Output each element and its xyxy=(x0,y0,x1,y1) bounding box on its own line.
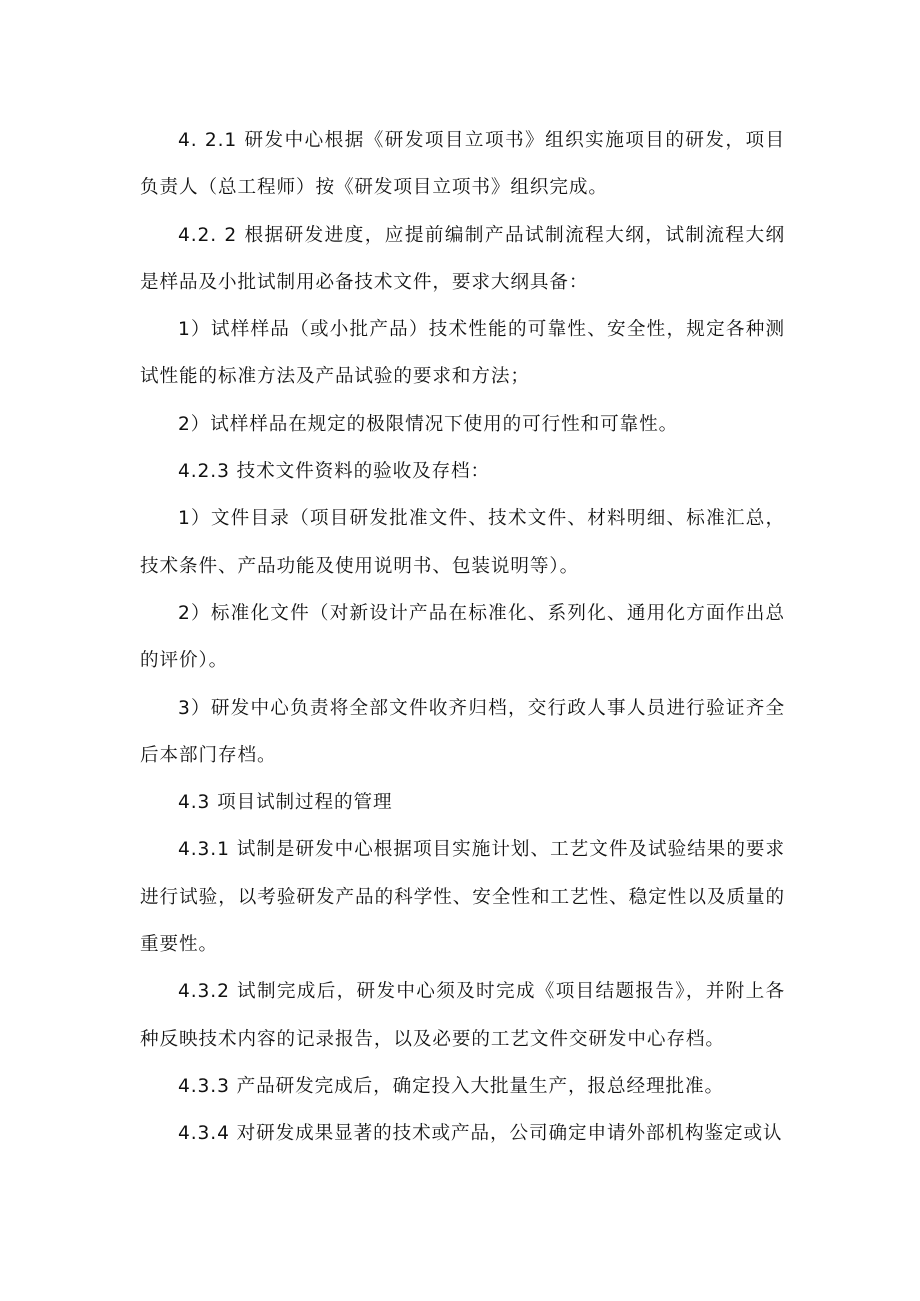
paragraph-4-2-3-item-3: 3）研发中心负责将全部文件收齐归档，交行政人事人员进行验证齐全后本部门存档。 xyxy=(140,697,785,766)
paragraph-4-2-2-item-2: 2）试样样品在规定的极限情况下使用的可行性和可靠性。 xyxy=(178,413,679,435)
paragraph-4-2-2: 4.2. 2 根据研发进度，应提前编制产品试制流程大纲，试制流程大纲是样品及小批试制用必备技术文件，要求大纲具备： xyxy=(140,224,785,293)
paragraph-4-3-3: 4.3.3 产品研发完成后，确定投入大批量生产，报总经理批准。 xyxy=(178,1075,724,1097)
paragraph-4-3-2: 4.3.2 试制完成后，研发中心须及时完成《项目结题报告》，并附上各种反映技术内容的记录报告，以及必要的工艺文件交研发中心存档。 xyxy=(140,981,785,1050)
paragraph-4-2-2-item-1: 1）试样样品（或小批产品）技术性能的可靠性、安全性，规定各种测试性能的标准方法及产品试验的要求和方法； xyxy=(140,319,785,388)
paragraph-4-2-3-item-2: 2）标准化文件（对新设计产品在标准化、系列化、通用化方面作出总的评价）。 xyxy=(140,602,785,672)
section-heading-4-3: 4.3 项目试制过程的管理 xyxy=(178,792,393,814)
document-body xyxy=(140,117,785,1158)
paragraph-4-2-1: 4. 2.1 研发中心根据《研发项目立项书》组织实施项目的研发，项目负责人（总工程师）按《研发项目立项书》组织完成。 xyxy=(140,130,785,199)
paragraph-4-3-1: 4.3.1 试制是研发中心根据项目实施计划、工艺文件及试验结果的要求进行试验，以考验研发产品的科学性、安全性和工艺性、稳定性以及质量的重要性。 xyxy=(140,839,785,956)
paragraph-4-3-4: 4.3.4 对研发成果显著的技术或产品，公司确定申请外部机构鉴定或认 xyxy=(178,1123,783,1145)
paragraph-4-2-3: 4.2.3 技术文件资料的验收及存档： xyxy=(178,461,491,483)
paragraph-4-2-3-item-1: 1）文件目录（项目研发批准文件、技术文件、材料明细、标准汇总，技术条件、产品功能及使用说明书、包装说明等）。 xyxy=(140,508,785,577)
